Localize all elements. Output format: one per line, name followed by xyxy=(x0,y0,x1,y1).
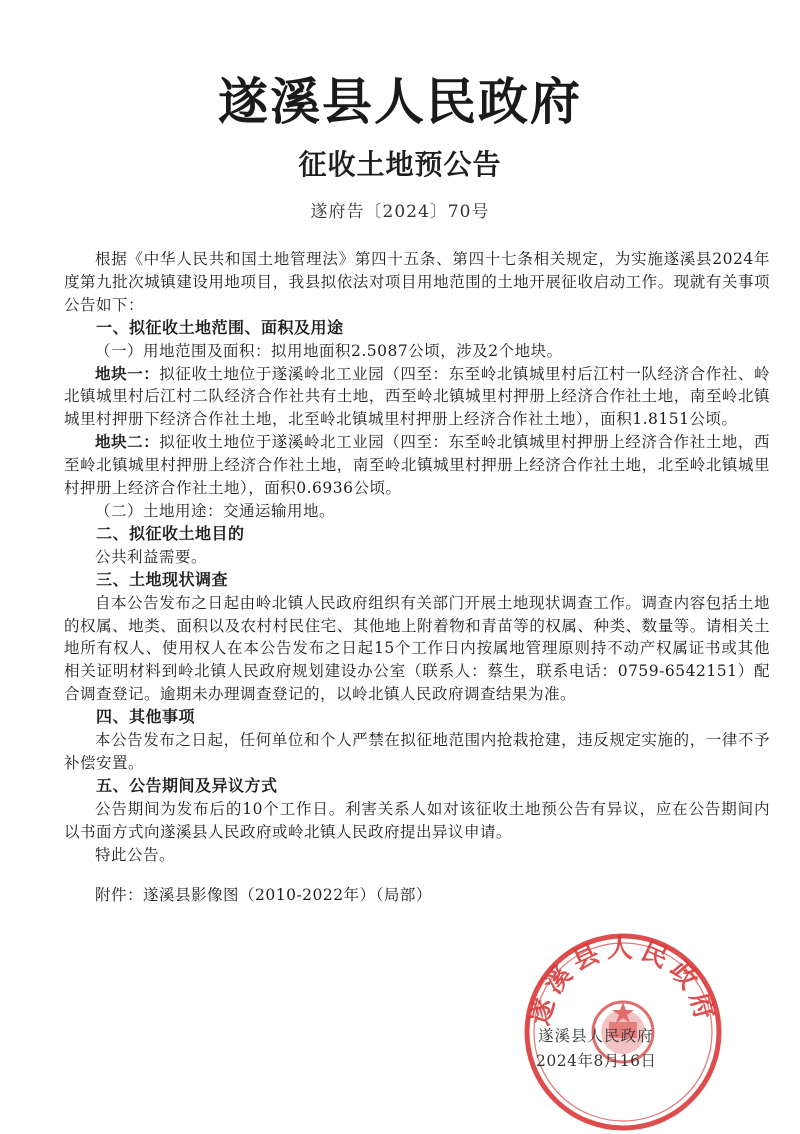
plot-2-label: 地块二： xyxy=(95,433,160,452)
plot-1-paragraph xyxy=(64,363,770,432)
section-heading-objection: 五、公告期间及异议方式 xyxy=(96,775,278,795)
closing-paragraph: 特此公告。 xyxy=(95,845,176,864)
other-paragraph: 本公告发布之日起，任何单位和个人严禁在拟征地范围内抢栽抢建，违反规定实施的，一律不予补偿安置。 xyxy=(64,731,770,772)
signature-organization: 遂溪县人民政府 xyxy=(538,1027,654,1045)
plot-1-label: 地块一： xyxy=(95,364,160,383)
plot-2-text: 拟征收土地位于遂溪岭北工业园（四至：东至岭北镇城里村押册上经济合作社土地，西至岭北镇城里村押册上经济合作社土地，南至岭北镇城里村押册上经济合作社土地，北至岭北镇城里村押册上经济合作社土地），面积0.6936公顷。 xyxy=(64,433,770,498)
intro-paragraph: 根据《中华人民共和国土地管理法》第四十五条、第四十七条相关规定，为实施遂溪县2024年度第九批次城镇建设用地项目，我县拟依法对项目用地范围的土地开展征收启动工作。现就有关事项公告如下： xyxy=(64,250,770,314)
plot-1-text: 拟征收土地位于遂溪岭北工业园（四至：东至岭北镇城里村后江村一队经济合作社、岭北镇城里村后江村二队经济合作社共有土地，西至岭北镇城里村押册上经济合作社土地，南至岭北镇城里村押册下经济合作社土地，北至岭北镇城里村押册上经济合作社土地），面积1.8151公顷。 xyxy=(64,364,770,429)
purpose-paragraph: 公共利益需要。 xyxy=(95,547,208,566)
section-heading-scope: 一、拟征收土地范围、面积及用途 xyxy=(96,317,344,337)
issuing-authority: 遂溪县人民政府 xyxy=(218,72,582,131)
section-heading-purpose: 二、拟征收土地目的 xyxy=(96,523,245,543)
land-use-paragraph: （二）土地用途：交通运输用地。 xyxy=(95,501,336,520)
signature-date: 2024年8月16日 xyxy=(536,1052,657,1070)
document-number: 遂府告〔2024〕70号 xyxy=(310,202,490,222)
section-heading-other: 四、其他事项 xyxy=(96,707,196,727)
area-paragraph: （一）用地范围及面积：拟用地面积2.5087公顷，涉及2个地块。 xyxy=(95,341,563,360)
document-title: 征收土地预公告 xyxy=(298,148,502,181)
seal-text: 遂溪县人民政府 xyxy=(525,933,721,1029)
plot-2-paragraph xyxy=(64,431,770,500)
survey-paragraph: 自本公告发布之日起由岭北镇人民政府组织有关部门开展土地现状调查工作。调查内容包括土地的权属、地类、面积以及农村村民住宅、其他地上附着物和青苗等的权属、种类、数量等。请相关土地所有权人、使用权人在本公告发布之日起15个工作日内按属地管理原则持不动产权属证书或其他相关证明材料到岭北镇人民政府规划建设办公室（联系人：蔡生，联系电话：0759-6542151）配合调查登记。逾期未办理调查登记的，以岭北镇人民政府调查结果为准。 xyxy=(64,593,770,704)
notice-body xyxy=(64,248,770,907)
attachment-line: 附件：遂溪县影像图（2010-2022年）（局部） xyxy=(95,886,432,905)
section-heading-survey: 三、土地现状调查 xyxy=(96,569,229,589)
objection-paragraph: 公告期间为发布后的10个工作日。利害关系人如对该征收土地预公告有异议，应在公告期间内以书面方式向遂溪县人民政府或岭北镇人民政府提出异议申请。 xyxy=(64,799,770,841)
